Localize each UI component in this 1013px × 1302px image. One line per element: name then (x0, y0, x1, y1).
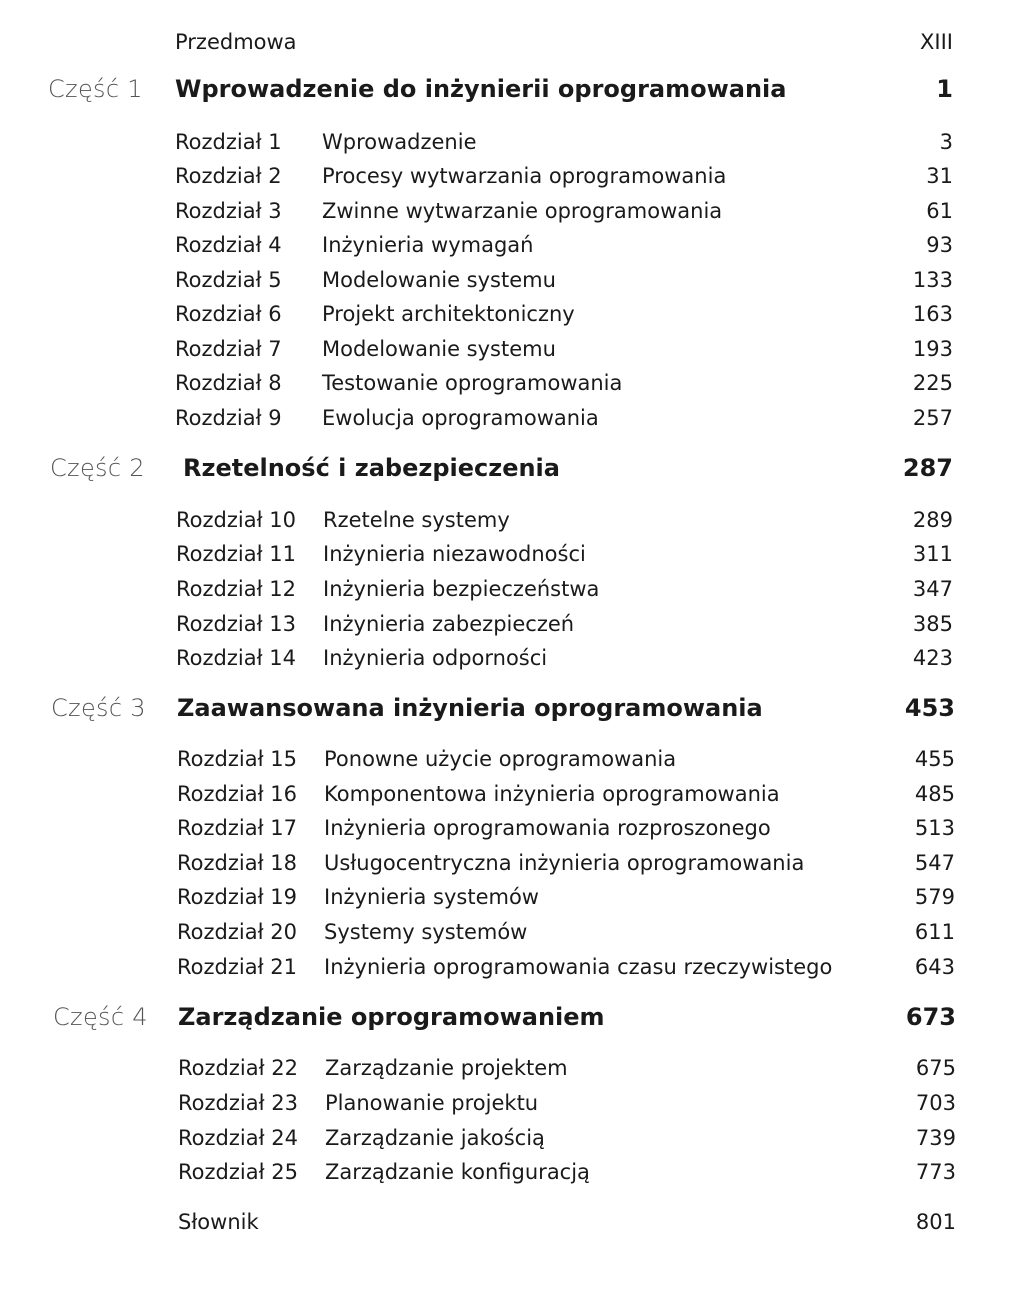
chapter-label: Rozdział 7 (175, 337, 282, 361)
part-page: 287 (902, 454, 953, 482)
toc-entry-preface (0, 25, 1013, 59)
chapter-title: Testowanie oprogramowania (322, 371, 623, 395)
chapter-page: 61 (926, 199, 953, 223)
chapter-page: 385 (912, 612, 953, 636)
chapter-page: 773 (915, 1160, 956, 1184)
chapter-title: Modelowanie systemu (322, 337, 556, 361)
chapter-label: Rozdział 6 (175, 302, 282, 326)
toc-part-3 (0, 691, 1013, 725)
toc-entry (0, 846, 1013, 880)
chapter-title: Zarządzanie jakością (325, 1126, 545, 1150)
toc-entry (0, 572, 1013, 606)
chapter-label: Rozdział 3 (175, 199, 282, 223)
chapter-title: Inżynieria oprogramowania rozproszonego (324, 816, 771, 840)
part-label: Część 3 (51, 694, 146, 722)
chapter-page: 611 (914, 920, 955, 944)
chapter-page: 703 (915, 1091, 956, 1115)
toc-entry (0, 401, 1013, 435)
toc-entry (0, 777, 1013, 811)
part-page: 1 (936, 75, 953, 103)
chapter-page: 485 (914, 782, 955, 806)
chapter-title: Inżynieria bezpieczeństwa (323, 577, 600, 601)
chapter-label: Rozdział 11 (176, 542, 296, 566)
chapter-page: 423 (912, 646, 953, 670)
toc-entry (0, 297, 1013, 331)
entry-title: Słownik (178, 1210, 259, 1234)
chapter-title: Rzetelne systemy (323, 508, 510, 532)
chapter-title: Systemy systemów (324, 920, 528, 944)
toc-entry (0, 1155, 1013, 1189)
part-label: Część 2 (50, 454, 145, 482)
chapter-page: 31 (926, 164, 953, 188)
chapter-title: Usługocentryczna inżynieria oprogramowania (324, 851, 805, 875)
chapter-page: 289 (912, 508, 953, 532)
chapter-page: 3 (939, 130, 953, 154)
chapter-title: Ponowne użycie oprogramowania (324, 747, 677, 771)
entry-page: 801 (915, 1210, 956, 1234)
chapter-page: 163 (912, 302, 953, 326)
toc-entry (0, 332, 1013, 366)
toc-entry (0, 742, 1013, 776)
toc-entry (0, 366, 1013, 400)
chapter-label: Rozdział 19 (177, 885, 297, 909)
chapter-title: Procesy wytwarzania oprogramowania (322, 164, 727, 188)
part-label: Część 1 (48, 75, 143, 103)
part-title: Wprowadzenie do inżynierii oprogramowania (175, 75, 787, 103)
chapter-title: Inżynieria wymagań (322, 233, 534, 257)
toc-entry (0, 641, 1013, 675)
chapter-page: 579 (914, 885, 955, 909)
chapter-label: Rozdział 1 (175, 130, 282, 154)
chapter-page: 93 (926, 233, 953, 257)
toc-entry (0, 1051, 1013, 1085)
toc-part-1 (0, 72, 1013, 106)
chapter-title: Projekt architektoniczny (322, 302, 575, 326)
chapter-title: Inżynieria oprogramowania czasu rzeczywistego (324, 955, 833, 979)
chapter-title: Inżynieria zabezpieczeń (323, 612, 575, 636)
toc-entry (0, 607, 1013, 641)
toc-entry (0, 811, 1013, 845)
part-title: Zaawansowana inżynieria oprogramowania (177, 694, 763, 722)
chapter-label: Rozdział 9 (175, 406, 282, 430)
toc-entry (0, 1086, 1013, 1120)
toc-entry (0, 263, 1013, 297)
toc-entry (0, 950, 1013, 984)
chapter-title: Modelowanie systemu (322, 268, 556, 292)
part-title: Rzetelność i zabezpieczenia (183, 454, 560, 482)
chapter-page: 513 (914, 816, 955, 840)
chapter-title: Ewolucja oprogramowania (322, 406, 599, 430)
chapter-page: 347 (912, 577, 953, 601)
entry-page: XIII (920, 30, 953, 54)
toc-entry (0, 228, 1013, 262)
toc-entry (0, 503, 1013, 537)
chapter-page: 193 (912, 337, 953, 361)
chapter-title: Inżynieria niezawodności (323, 542, 586, 566)
chapter-page: 257 (912, 406, 953, 430)
toc-entry (0, 125, 1013, 159)
chapter-label: Rozdział 24 (178, 1126, 298, 1150)
chapter-title: Inżynieria systemów (324, 885, 539, 909)
chapter-page: 675 (915, 1056, 956, 1080)
chapter-page: 547 (914, 851, 955, 875)
chapter-label: Rozdział 4 (175, 233, 282, 257)
toc-entry (0, 194, 1013, 228)
chapter-label: Rozdział 16 (177, 782, 297, 806)
chapter-page: 133 (912, 268, 953, 292)
chapter-title: Inżynieria odporności (323, 646, 548, 670)
chapter-label: Rozdział 14 (176, 646, 296, 670)
chapter-label: Rozdział 18 (177, 851, 297, 875)
part-label: Część 4 (53, 1003, 148, 1031)
chapter-page: 739 (915, 1126, 956, 1150)
toc-entry-glossary (0, 1205, 1013, 1239)
chapter-title: Zarządzanie konfiguracją (325, 1160, 590, 1184)
chapter-label: Rozdział 13 (176, 612, 296, 636)
part-title: Zarządzanie oprogramowaniem (178, 1003, 605, 1031)
toc-entry (0, 915, 1013, 949)
chapter-title: Wprowadzenie (322, 130, 477, 154)
chapter-label: Rozdział 17 (177, 816, 297, 840)
chapter-label: Rozdział 21 (177, 955, 297, 979)
chapter-label: Rozdział 15 (177, 747, 297, 771)
chapter-page: 225 (912, 371, 953, 395)
chapter-title: Zwinne wytwarzanie oprogramowania (322, 199, 723, 223)
chapter-label: Rozdział 2 (175, 164, 282, 188)
chapter-page: 455 (914, 747, 955, 771)
chapter-page: 311 (912, 542, 953, 566)
toc-entry (0, 159, 1013, 193)
chapter-page: 643 (914, 955, 955, 979)
toc-part-2 (0, 451, 1013, 485)
chapter-label: Rozdział 12 (176, 577, 296, 601)
part-page: 673 (905, 1003, 956, 1031)
toc-entry (0, 537, 1013, 571)
chapter-label: Rozdział 5 (175, 268, 282, 292)
toc-entry (0, 880, 1013, 914)
chapter-label: Rozdział 22 (178, 1056, 298, 1080)
toc-entry (0, 1121, 1013, 1155)
chapter-title: Komponentowa inżynieria oprogramowania (324, 782, 780, 806)
chapter-label: Rozdział 10 (176, 508, 296, 532)
entry-title: Przedmowa (175, 30, 297, 54)
toc-part-4 (0, 1000, 1013, 1034)
chapter-label: Rozdział 20 (177, 920, 297, 944)
chapter-title: Zarządzanie projektem (325, 1056, 568, 1080)
part-page: 453 (904, 694, 955, 722)
chapter-label: Rozdział 25 (178, 1160, 298, 1184)
chapter-label: Rozdział 23 (178, 1091, 298, 1115)
chapter-title: Planowanie projektu (325, 1091, 539, 1115)
chapter-label: Rozdział 8 (175, 371, 282, 395)
